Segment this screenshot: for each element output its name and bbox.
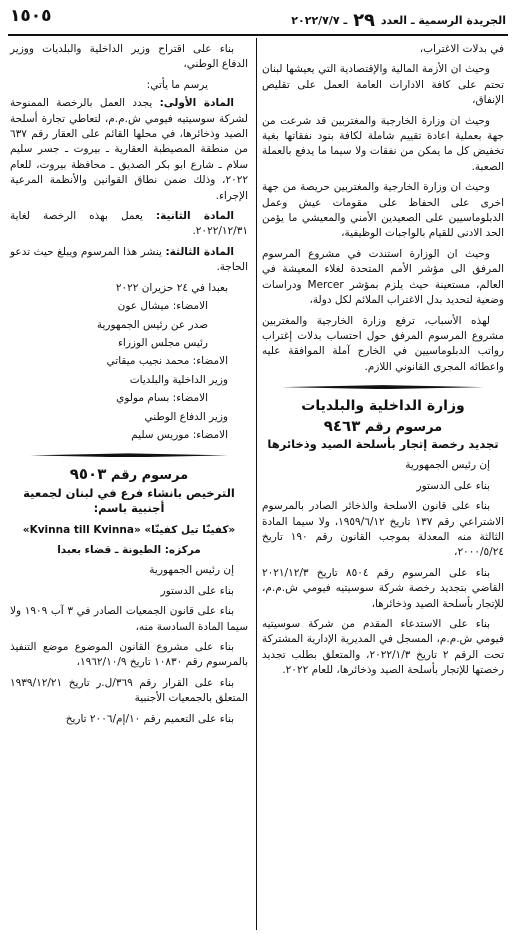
article-2 — [10, 209, 248, 240]
paragraph: لهذه الأسباب، ترفع وزارة الخارجية والمغتربين مشروع المرسوم المرفق حول احتساب بدلات إغتراب رواتب الدبلوماسيين في الخارج آملة الموافقة عليه واعطائه المجرى القانوني اللازم. — [262, 314, 504, 373]
association-seat: مركزه: الطيونة ـ قضاء بعبدا — [57, 543, 201, 556]
decree-heading — [262, 416, 504, 435]
section-divider — [282, 381, 484, 393]
right-column — [262, 42, 504, 684]
paragraph: بناء على الدستور — [416, 479, 490, 492]
signature: الامضاء: موريس سليم — [131, 428, 228, 441]
paragraph: وحيث ان وزارة الخارجية والمغتربين قد شرعت من جهة بعملية اعادة تقييم شاملة لكافة بنود نفقاتها بغية تخفيض كل ما يمكن من نفقات ولا سيما ما يدفع بالعملة الصعبة. — [262, 114, 504, 173]
issue-date: ـ ٢٠٢٢/٧/٧ — [291, 14, 348, 27]
paragraph: بناء على مشروع القانون الموضوع موضع التنفيذ بالمرسوم رقم ١٠٨٣٠ تاريخ ١٩٦٢/١٠/٩، — [10, 641, 248, 669]
issued-by: صدر عن رئيس الجمهورية — [96, 318, 208, 331]
paragraph: إن رئيس الجمهورية — [405, 459, 490, 472]
article-text: ينشر هذا المرسوم ويبلغ حيث تدعو الحاجة. — [10, 245, 248, 274]
article-label: المادة الثالثة: — [165, 245, 234, 258]
issue-number: ٢٩ — [353, 10, 376, 31]
paragraph: بناء على التعميم رقم ١٠/إم/٢٠٠٦ تاريخ — [65, 712, 234, 725]
paragraph: بناء على المرسوم رقم ٨٥٠٤ تاريخ ٢٠٢١/١٢/٣ القاضي بتجديد رخصة شركة سوسيتيه فيومي ش.م.م، للإتجار بأسلحة الصيد وذخائرها، — [262, 566, 504, 610]
paragraph: بناء على قانون الجمعيات الصادر في ٣ آب ١٩٠٩ ولا سيما المادة السادسة منه، — [10, 605, 248, 633]
section-divider — [30, 449, 228, 461]
left-column — [10, 42, 248, 732]
article-label: المادة الثانية: — [155, 210, 234, 223]
gazette-name: الجريدة الرسمية ـ العدد — [380, 14, 506, 27]
paragraph: بناء على الدستور — [160, 584, 234, 597]
paragraph: بناء على اقتراح وزير الداخلية والبلديات ووزير الدفاع الوطني، — [10, 43, 248, 71]
paragraph: بناء على قانون الاسلحة والذخائر الصادر بالمرسوم الاشتراعي رقم ١٣٧ تاريخ ١٩٥٩/٦/١٢، ولا سيما المادة الثالثة منه المعدلة بموجب القانون رقم ١٩٠ تاريخ ٢٠٠٠/٥/٢٤، — [262, 500, 504, 559]
decree-number: ٩٤٦٣ — [323, 416, 361, 435]
paragraph: وحيث ان الأزمة المالية والإقتصادية التي يعيشها لبنان تحتم على كافة الادارات العامة العمل على تقليص الإنفاق، — [262, 63, 504, 107]
place-date: بعبدا في ٢٤ حزيران ٢٠٢٢ — [115, 281, 228, 294]
page-number: ١٥٠٥ — [10, 6, 52, 26]
signature: الامضاء: بسام مولوي — [116, 392, 208, 405]
decree-subject: تجديد رخصة إتجار بأسلحة الصيد وذخائرها — [267, 436, 499, 451]
header-rule — [8, 34, 508, 36]
decree-label: مرسوم رقم — [364, 419, 443, 435]
decree-number: ٩٥٠٣ — [69, 465, 107, 484]
page-header — [8, 4, 508, 32]
decree-label: مرسوم رقم — [110, 468, 189, 484]
gazette-title — [291, 10, 506, 31]
official-title: وزير الدفاع الوطني — [144, 410, 228, 423]
paragraph: بناء على القرار رقم ٣٦٩/ل.ر تاريخ ١٩٣٩/١٢/٢١ المتعلق بالجمعيات الأجنبية — [10, 676, 248, 705]
ministry-title: وزارة الداخلية والبلديات — [301, 398, 465, 415]
article-text: يعمل بهذه الرخصة لغاية ٢٠٢٢/١٢/٣١. — [10, 210, 248, 238]
signature: الامضاء: ميشال عون — [117, 300, 208, 313]
article-3 — [10, 245, 248, 276]
association-name: «كفينّا تيل كفينّا» «Kvinna till Kvinna» — [22, 523, 236, 536]
official-title: رئيس مجلس الوزراء — [117, 336, 208, 349]
article-text: يجدد العمل بالرخصة الممنوحة لشركة سوسيتيه فيومي ش.م.م، لتعاطي تجارة أسلحة الصيد وذخائرها، في محلها القائم على العقار رقم ٦٣٧ من منطقة المصيطبة العقارية ـ بيروت ـ جسر سليم سلام ـ شارع ابو بكر الصديق ـ محافظة بيروت، للعام ٢٠٢٢، وذلك ضمن نطاق القوانين والأنظمة المرعية الإجراء. — [10, 97, 248, 202]
paragraph: بناء على الاستدعاء المقدم من شركة سوسيتيه فيومي ش.م.م، المسجل في المديرية الإدارية المشتركة تحت الرقم ٢ تاريخ ٢٠٢٢/١/٣، والمتعلق بطلب تجديد رخصتها للإتجار بأسلحة الصيد وذخائرها، للعام ٢٠٢٢. — [262, 618, 505, 677]
column-divider — [256, 38, 257, 930]
decree-subject: الترخيص بانشاء فرع في لبنان لجمعية أجنبية باسم: — [23, 485, 235, 516]
signature: الامضاء: محمد نجيب ميقاتي — [106, 355, 228, 368]
article-label: المادة الأولى: — [159, 97, 234, 110]
article-1 — [10, 96, 248, 204]
official-title: وزير الداخلية والبلديات — [129, 373, 228, 386]
decree-phrase: يرسم ما يأتي: — [146, 78, 208, 91]
paragraph: إن رئيس الجمهورية — [149, 564, 234, 577]
decree-heading — [10, 467, 248, 483]
paragraph: وحيث ان وزارة الخارجية والمغتربين حريصة من جهة اخرى على الحفاظ على مقومات عيش وعمل الدبلوماسيين على الصعيدين الأمني والمعيشي ما يؤمن الحد الادنى للقيام بالواجبات الوظيفية، — [262, 181, 504, 240]
paragraph: في بدلات الاغتراب، — [419, 43, 504, 55]
paragraph: وحيث ان الوزارة استندت في مشروع المرسوم المرفق الى مؤشر الأمم المتحدة لغلاء المعيشة في العالم، مستعينة حيث يلزم بمؤشر Mercer ودراسات وضعية لتحديد بدل الاغتراب الملائم لكل دولة، — [262, 247, 504, 307]
